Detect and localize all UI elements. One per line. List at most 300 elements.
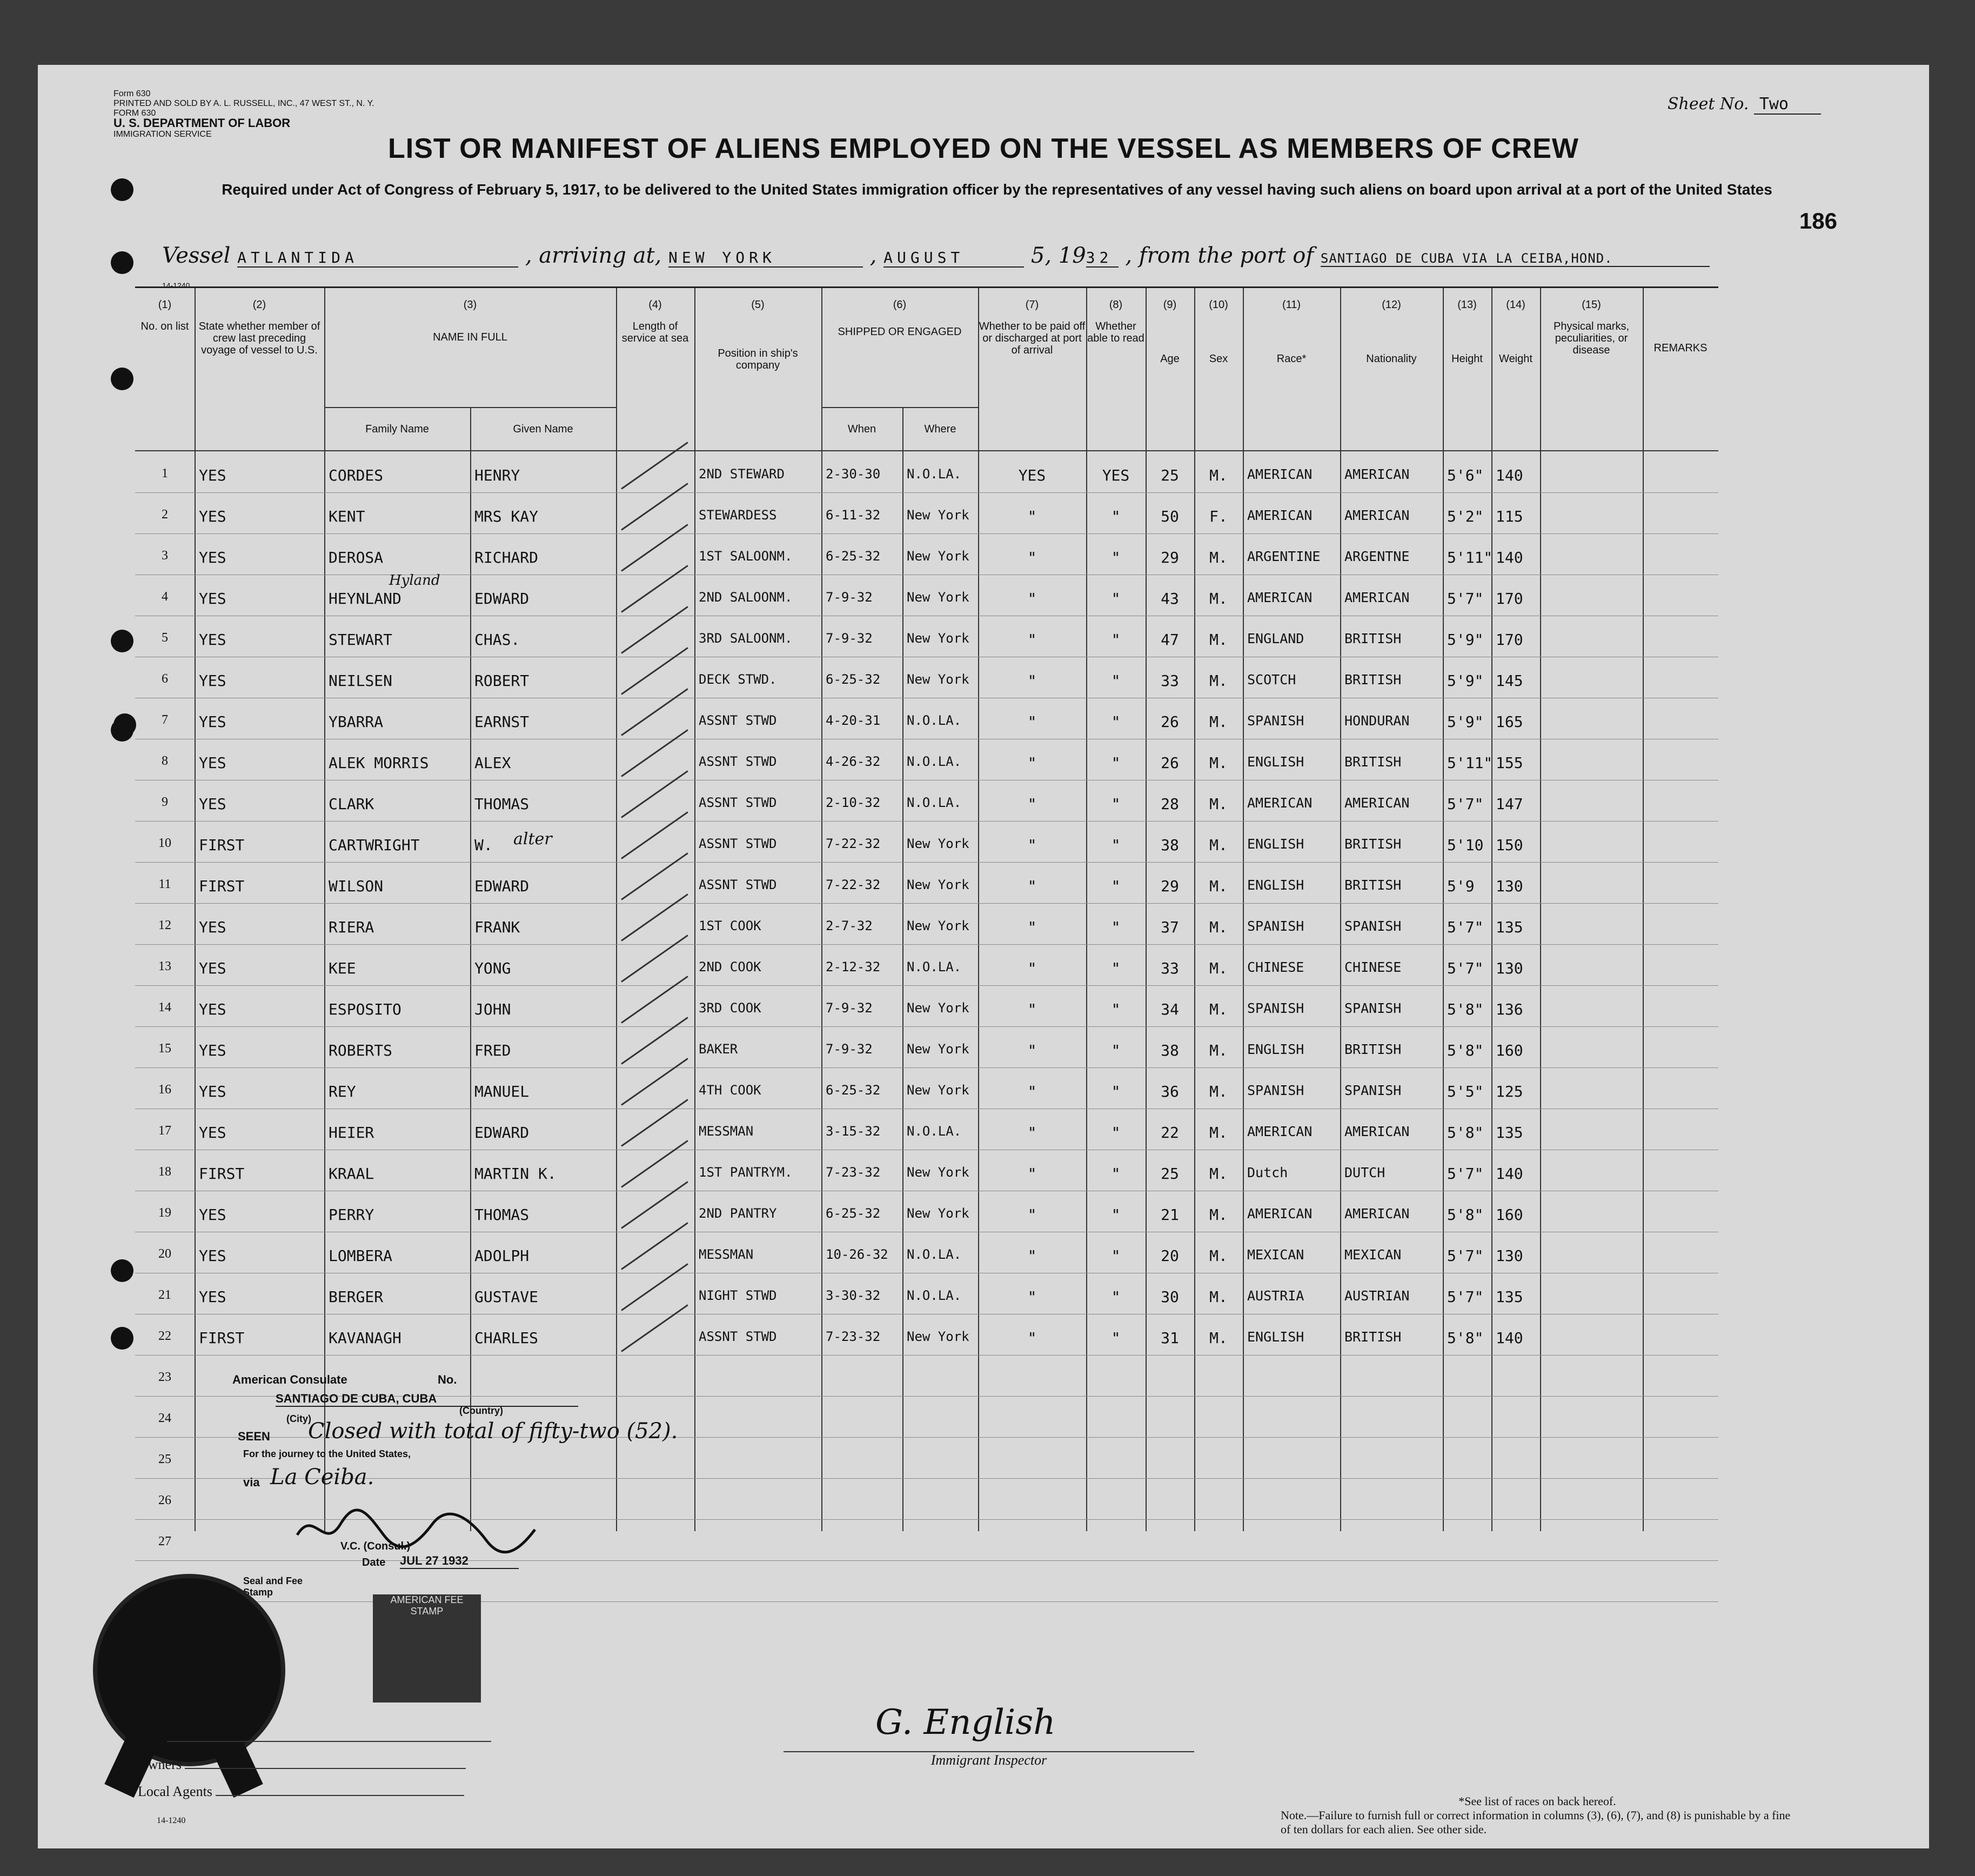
able-to-read: " [1111,590,1121,607]
given-name: JOHN [474,1000,511,1018]
check-mark [621,688,688,736]
family-name: NEILSEN [329,672,393,690]
age: 29 [1161,549,1179,566]
given-name: ALEX [474,754,511,772]
col15-number: (15) [1582,299,1601,311]
col2-header: State whether member of crew last preceding voyage of vessel to U.S. [198,321,320,356]
nationality: SPANISH [1344,1000,1402,1016]
given-name: ROBERT [474,672,530,690]
height: 5'8" [1447,1000,1484,1018]
nationality: AMERICAN [1344,590,1410,605]
paid-off: " [1027,1042,1037,1059]
col8-header: Whether able to read [1087,321,1144,344]
check-mark [621,1222,688,1270]
position: 2ND COOK [699,959,761,974]
age: 26 [1161,754,1179,772]
col6-header: SHIPPED OR ENGAGED [838,326,962,338]
position: 2ND SALOONM. [699,590,793,605]
nationality: BRITISH [1344,672,1402,687]
nationality: AMERICAN [1344,1124,1410,1139]
paid-off: " [1027,1329,1037,1347]
age: 43 [1161,590,1179,607]
shipped-when: 7-22-32 [826,877,881,892]
weight: 150 [1496,836,1523,854]
nationality: BRITISH [1344,836,1402,852]
age: 50 [1161,508,1179,525]
shipped-where: N.O.LA. [907,754,962,769]
shipped-where: New York [907,836,969,851]
weight: 140 [1496,1329,1523,1347]
age: 31 [1161,1329,1179,1347]
paid-off: " [1027,1083,1037,1100]
paid-off: " [1027,631,1037,649]
previous-voyage: FIRST [199,1329,245,1347]
row-number: 12 [158,918,171,932]
nationality: AMERICAN [1344,466,1410,482]
check-mark [621,442,688,489]
weight: 170 [1496,590,1523,607]
age: 25 [1161,1165,1179,1183]
column-rule [978,288,979,1531]
col1-header: No. on list [140,321,189,332]
row-number: 20 [158,1247,171,1261]
printer-line: PRINTED AND SOLD BY A. L. RUSSELL, INC., 47 WEST ST., N. Y. [113,99,374,108]
sex: M. [1209,1165,1228,1183]
shipped-where: N.O.LA. [907,959,962,974]
family-name: CORDES [329,466,384,484]
shipped-when: 10-26-32 [826,1247,888,1262]
row-number: 25 [158,1452,171,1466]
position: 3RD SALOONM. [699,631,793,646]
race: ENGLISH [1247,754,1304,770]
age: 29 [1161,877,1179,895]
row-number: 18 [158,1165,171,1179]
race: ENGLISH [1247,1329,1304,1345]
sex: M. [1209,1206,1228,1224]
col15-header: Physical marks, peculiarities, or disease [1553,321,1630,356]
col6-number: (6) [893,299,907,311]
form-code: FORM 630 [113,109,156,118]
able-to-read: " [1111,1000,1121,1018]
sex: M. [1209,754,1228,772]
binder-hole [111,251,133,274]
nationality: ARGENTNE [1344,549,1410,564]
shipped-when: 7-9-32 [826,631,873,646]
sex: M. [1209,1247,1228,1265]
able-to-read: " [1111,795,1121,813]
family-name: DEROSA [329,549,384,566]
paid-off: " [1027,549,1037,566]
shipped-when: 7-9-32 [826,590,873,605]
family-name: ROBERTS [329,1042,393,1059]
weight: 130 [1496,959,1523,977]
col11-number: (11) [1282,299,1301,311]
previous-voyage: FIRST [199,877,245,895]
row-number: 16 [158,1083,171,1097]
able-to-read: " [1111,1206,1121,1224]
col13-header: Height [1451,353,1483,365]
age: 38 [1161,1042,1179,1059]
check-mark [621,647,688,695]
previous-voyage: YES [199,1206,226,1224]
paid-off: " [1027,1165,1037,1183]
position: ASSNT STWD [699,795,777,810]
col12-header: Nationality [1366,353,1417,365]
family-name: YBARRA [329,713,384,731]
height: 5'7" [1447,918,1484,936]
shipped-where: New York [907,918,969,933]
col8-number: (8) [1109,299,1123,311]
paid-off: " [1027,754,1037,772]
row-number: 11 [158,877,171,891]
race: SPANISH [1247,1000,1304,1016]
race: ARGENTINE [1247,549,1321,564]
consulate-label: American Consulate [232,1373,347,1386]
given-name: THOMAS [474,795,530,813]
paid-off: " [1027,795,1037,813]
shipped-where: N.O.LA. [907,713,962,728]
row-number: 3 [162,549,168,563]
agents-field [138,1784,464,1800]
age: 37 [1161,918,1179,936]
previous-voyage: YES [199,959,226,977]
paid-off: " [1027,959,1037,977]
able-to-read: " [1111,672,1121,690]
position: DECK STWD. [699,672,777,687]
col4-number: (4) [648,299,662,311]
row-rule [135,862,1718,863]
row-rule [135,903,1718,904]
able-to-read: " [1111,754,1121,772]
shipped-where: New York [907,1083,969,1098]
family-name: HEYNLAND [329,590,401,607]
check-mark [621,811,688,859]
paid-off: YES [1018,466,1046,484]
position: 2ND PANTRY [699,1206,777,1221]
arrival-month: AUGUST [883,249,1024,268]
col3-header: NAME IN FULL [433,331,507,343]
weight: 145 [1496,672,1523,690]
column-rule [324,288,325,1531]
position: 1ST SALOONM. [699,549,793,564]
shipped-where: N.O.LA. [907,466,962,482]
nationality: BRITISH [1344,1042,1402,1057]
shipped-when: 7-22-32 [826,836,881,851]
check-mark [621,1058,688,1105]
height: 5'10 [1447,836,1484,854]
col5-number: (5) [751,299,765,311]
column-rule [195,288,196,1531]
shipped-when: 3-15-32 [826,1124,881,1139]
shipped-where: New York [907,672,969,687]
nationality: AUSTRIAN [1344,1288,1410,1304]
family-name: ESPOSITO [329,1000,401,1018]
row-number: 15 [158,1042,171,1056]
row-rule [135,1067,1718,1068]
able-to-read: " [1111,1083,1121,1100]
check-mark [621,1304,688,1352]
nationality: AMERICAN [1344,508,1410,523]
shipped-where: New York [907,1165,969,1180]
previous-voyage: YES [199,1000,226,1018]
vessel-name: ATLANTIDA [237,249,518,268]
check-mark [621,606,688,653]
given-name-handwritten: alter [513,830,552,849]
previous-voyage: YES [199,1083,226,1100]
col14-header: Weight [1499,353,1532,365]
column-rule [1146,288,1147,1531]
via-label: via [243,1476,260,1489]
family-name: KAVANAGH [329,1329,401,1347]
given-name: FRANK [474,918,520,936]
year-prefix: , 19 [1045,243,1086,268]
paid-off: " [1027,508,1037,525]
sex: F. [1209,508,1228,525]
check-mark [621,770,688,818]
race: SPANISH [1247,713,1304,729]
inspector-signature: G. English [875,1703,1056,1743]
height: 5'11" [1447,549,1493,566]
position: MESSMAN [699,1124,754,1139]
where-header: Where [924,423,956,435]
nationality: CHINESE [1344,959,1402,975]
consul-title: V.C. (Consul.) [340,1540,411,1552]
column-rule [694,288,695,1531]
height: 5'6" [1447,466,1484,484]
binder-hole [111,1259,133,1282]
col13-number: (13) [1457,299,1477,311]
owners-field [138,1757,466,1773]
position: ASSNT STWD [699,836,777,851]
sex: M. [1209,466,1228,484]
col11-header: Race* [1276,353,1307,365]
sex: M. [1209,1042,1228,1059]
page-title: LIST OR MANIFEST OF ALIENS EMPLOYED ON THE VESSEL AS MEMBERS OF CREW [388,133,1579,164]
position: 3RD COOK [699,1000,761,1016]
sex: M. [1209,1329,1228,1347]
weight: 170 [1496,631,1523,649]
race: AMERICAN [1247,1124,1313,1139]
line-label: Line [138,1730,164,1745]
shipped-where: New York [907,1206,969,1221]
able-to-read: " [1111,1329,1121,1347]
able-to-read: " [1111,631,1121,649]
seal-label: Seal and Fee Stamp [243,1575,303,1598]
paid-off: " [1027,836,1037,854]
consulate-no-label: No. [438,1373,457,1386]
previous-voyage: YES [199,713,226,731]
row-number: 2 [162,508,168,522]
shipped-when: 2-7-32 [826,918,873,933]
given-name: THOMAS [474,1206,530,1224]
sex: M. [1209,713,1228,731]
shipped-when: 7-9-32 [826,1000,873,1016]
given-name: MRS KAY [474,508,539,525]
country-label: (Country) [459,1405,503,1416]
col4-header: Length of service at sea [621,321,689,344]
position: ASSNT STWD [699,877,777,892]
position: MESSMAN [699,1247,754,1262]
age: 33 [1161,959,1179,977]
race: SPANISH [1247,1083,1304,1098]
col3-number: (3) [463,299,477,311]
column-rule [1194,288,1195,1531]
shipped-when: 2-30-30 [826,466,881,482]
given-name: MANUEL [474,1083,530,1100]
check-mark [621,1140,688,1187]
shipped-when: 7-23-32 [826,1329,881,1344]
weight: 160 [1496,1042,1523,1059]
form-number: Form 630 [113,89,151,98]
weight: 140 [1496,1165,1523,1183]
binder-hole [113,713,136,736]
column-rule [470,407,471,1531]
inspector-label: Immigrant Inspector [784,1751,1194,1768]
city-label: (City) [286,1413,311,1424]
closed-note: Closed with total of fifty-two (52). [308,1419,678,1444]
header-rule [135,450,1718,451]
weight: 130 [1496,877,1523,895]
able-to-read: " [1111,713,1121,731]
page-subtitle: Required under Act of Congress of February 5, 1917, to be delivered to the United States immigration officer by the representatives of any vessel having such aliens on board upon arrival at a port of the United States [222,181,1772,198]
row-rule [135,821,1718,822]
shipped-when: 6-25-32 [826,549,881,564]
sex: M. [1209,590,1228,607]
paid-off: " [1027,672,1037,690]
check-mark [621,565,688,612]
given-name-header: Given Name [513,423,573,435]
row-number: 27 [158,1534,171,1548]
weight: 140 [1496,549,1523,566]
shipped-where: New York [907,1329,969,1344]
shipped-where: N.O.LA. [907,1288,962,1303]
agents-label: Local Agents [138,1784,212,1799]
age: 28 [1161,795,1179,813]
weight: 135 [1496,918,1523,936]
family-name: BERGER [329,1288,384,1306]
check-mark [621,852,688,900]
row-rule [135,985,1718,986]
column-rule [1540,288,1541,1531]
check-mark [621,1017,688,1064]
position: BAKER [699,1042,738,1057]
weight: 147 [1496,795,1523,813]
given-name: CHARLES [474,1329,539,1347]
via-place: La Ceiba. [270,1465,374,1490]
sex: M. [1209,877,1228,895]
shipped-when: 4-26-32 [826,754,881,769]
family-name: KEE [329,959,356,977]
check-mark [621,1181,688,1229]
consul-date: JUL 27 1932 [400,1554,519,1569]
shipped-when: 3-30-32 [826,1288,881,1303]
fine-note: Note.—Failure to furnish full or correct information in columns (3), (6), (7), and (8) is punishable by a fine of ten dollars for each alien. See other side. [1281,1808,1791,1836]
given-name: GUSTAVE [474,1288,539,1306]
able-to-read: " [1111,1288,1121,1306]
given-name: EARNST [474,713,530,731]
able-to-read: " [1111,959,1121,977]
column-rule [1340,288,1341,1531]
position: STEWARDESS [699,508,777,523]
col12-number: (12) [1382,299,1401,311]
nationality: SPANISH [1344,918,1402,934]
age: 47 [1161,631,1179,649]
previous-voyage: YES [199,590,226,607]
height: 5'7" [1447,590,1484,607]
given-name: CHAS. [474,631,520,649]
shipped-when: 2-10-32 [826,795,881,810]
race: AMERICAN [1247,1206,1313,1221]
age: 25 [1161,466,1179,484]
binder-hole [111,630,133,652]
age: 34 [1161,1000,1179,1018]
column-rule [902,407,903,1531]
weight: 130 [1496,1247,1523,1265]
weight: 155 [1496,754,1523,772]
previous-voyage: YES [199,1288,226,1306]
previous-voyage: YES [199,918,226,936]
previous-voyage: YES [199,508,226,525]
sex: M. [1209,1288,1228,1306]
check-mark [621,483,688,530]
family-name: HEIER [329,1124,374,1141]
page-number: 186 [1799,208,1837,233]
shipped-where: New York [907,1042,969,1057]
binder-hole [111,178,133,201]
row-number: 8 [162,754,168,768]
height: 5'11" [1447,754,1493,772]
department-name: U. S. DEPARTMENT OF LABOR [113,116,291,130]
nationality: BRITISH [1344,1329,1402,1345]
able-to-read: " [1111,1124,1121,1141]
column-rule [1643,288,1644,1531]
race: AMERICAN [1247,466,1313,482]
family-name: KRAAL [329,1165,374,1183]
shipped-when: 6-25-32 [826,672,881,687]
row-rule [135,944,1718,945]
position: ASSNT STWD [699,754,777,769]
row-number: 26 [158,1493,171,1507]
paid-off: " [1027,918,1037,936]
able-to-read: " [1111,1042,1121,1059]
shipped-where: New York [907,631,969,646]
able-to-read: " [1111,1247,1121,1265]
remarks-header: REMARKS [1653,342,1708,354]
row-number: 13 [158,959,171,973]
check-mark [621,976,688,1023]
nationality: SPANISH [1344,1083,1402,1098]
nationality: DUTCH [1344,1165,1385,1180]
nationality: BRITISH [1344,631,1402,646]
position: ASSNT STWD [699,1329,777,1344]
paid-off: " [1027,877,1037,895]
row-rule [135,1026,1718,1027]
line-field [138,1730,491,1746]
shipped-when: 2-12-32 [826,959,881,974]
name-correction: Hyland [389,572,440,589]
from-port: SANTIAGO DE CUBA VIA LA CEIBA,HOND. [1321,251,1710,267]
previous-voyage: YES [199,1124,226,1141]
race: AMERICAN [1247,795,1313,811]
height: 5'7" [1447,1165,1484,1183]
position: 4TH COOK [699,1083,761,1098]
column-rule [1491,288,1492,1531]
shipped-where: N.O.LA. [907,795,962,810]
arrival-year: 32 [1086,249,1119,268]
row-number: 6 [162,672,168,686]
shipped-when: 6-11-32 [826,508,881,523]
shipped-when: 7-23-32 [826,1165,881,1180]
